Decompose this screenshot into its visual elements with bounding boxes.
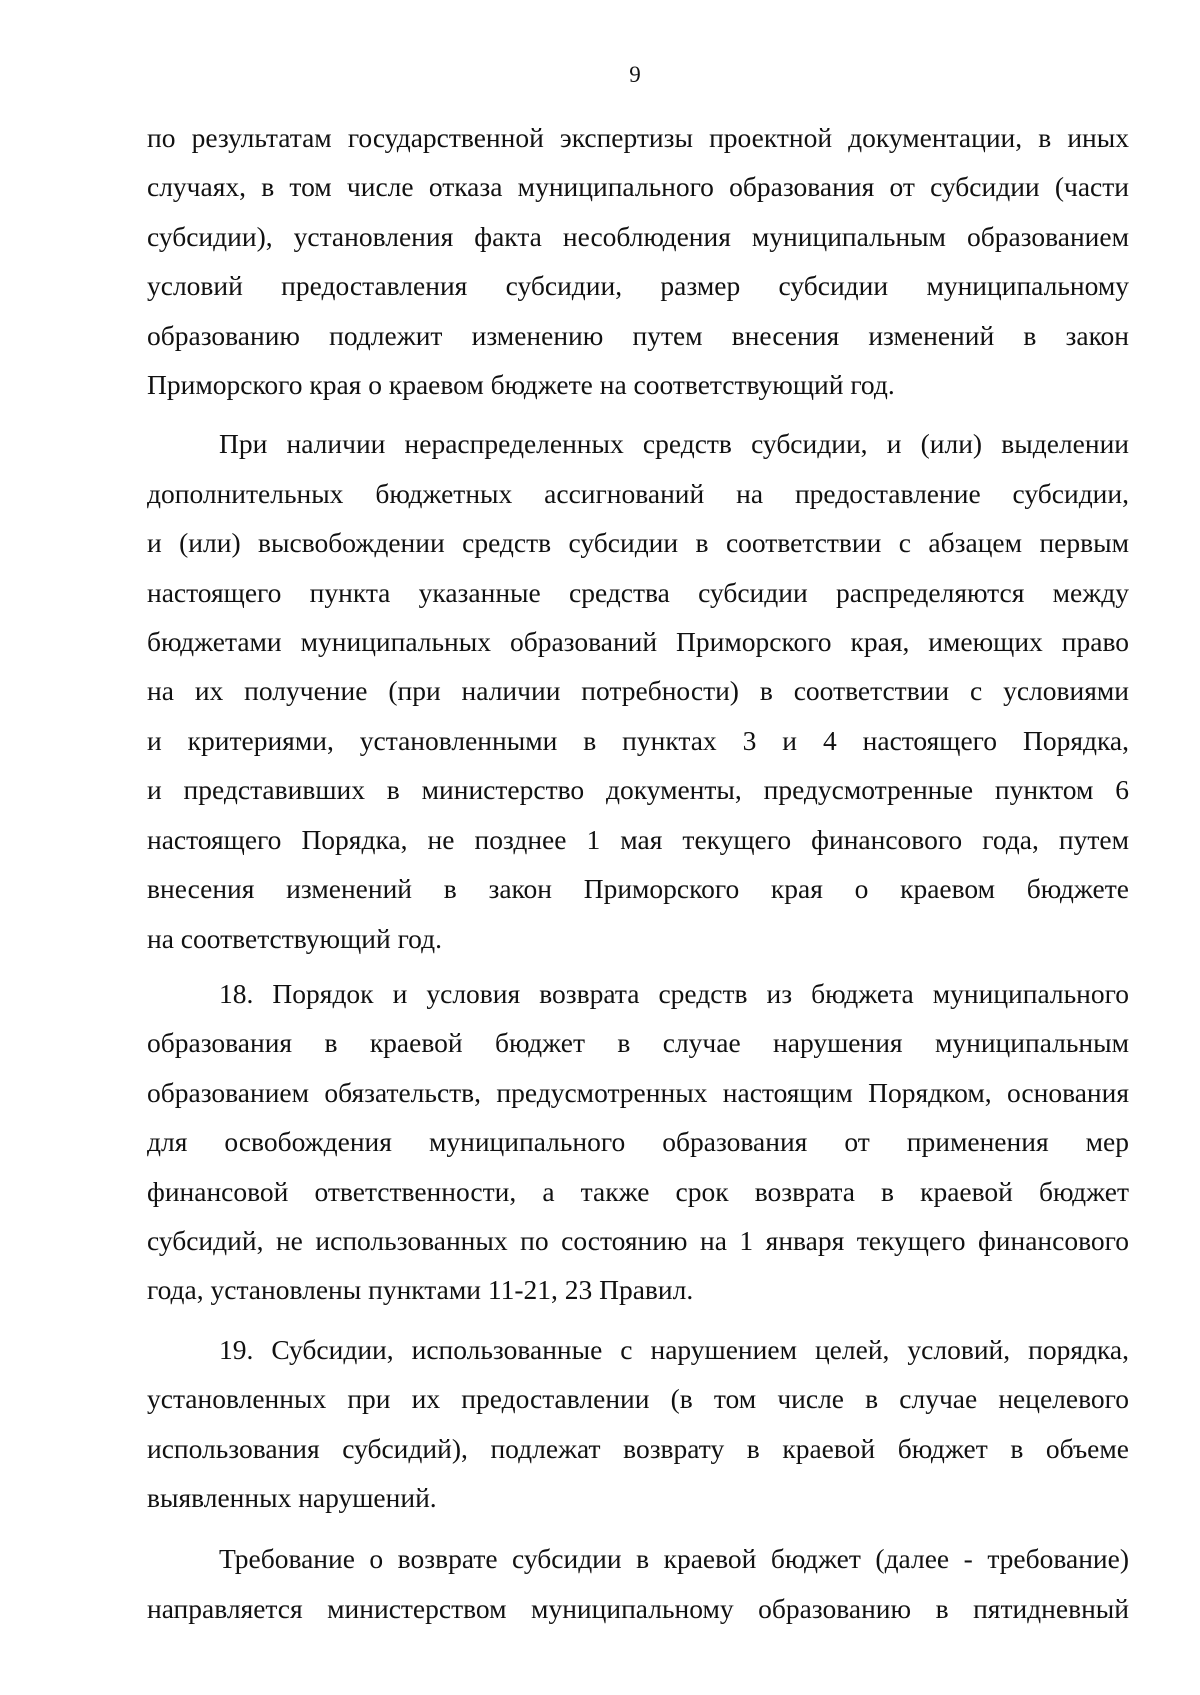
paragraph	[147, 1534, 1129, 1633]
paragraph	[147, 113, 1129, 409]
text-line: 19. Субсидии, использованные с нарушением целей, условий, порядка,	[219, 1333, 1129, 1365]
text-line: При наличии нераспределенных средств субсидии, и (или) выделении	[219, 428, 1129, 460]
text-line: условий предоставления субсидии, размер субсидии муниципальному	[147, 270, 1129, 302]
text-line: и критериями, установленными в пунктах 3 и 4 настоящего Порядка,	[147, 724, 1129, 756]
text-line: бюджетами муниципальных образований Приморского края, имеющих право	[147, 626, 1129, 658]
paragraph	[147, 969, 1129, 1315]
text-line: года, установлены пунктами 11-21, 23 Правил.	[147, 1274, 694, 1306]
text-line: субсидий, не использованных по состоянию на 1 января текущего финансового	[147, 1224, 1129, 1256]
text-line: использования субсидий), подлежат возврату в краевой бюджет в объеме	[147, 1432, 1129, 1464]
page-number: 9	[629, 62, 641, 87]
text-line: выявленных нарушений.	[147, 1481, 437, 1513]
text-line: на их получение (при наличии потребности) в соответствии с условиями	[147, 675, 1129, 707]
paragraph	[147, 1325, 1129, 1523]
text-line: по результатам государственной экспертизы проектной документации, в иных	[147, 122, 1129, 153]
text-line: Приморского края о краевом бюджете на соответствующий год.	[147, 369, 895, 401]
text-line: на соответствующий год.	[147, 922, 443, 954]
document-body	[147, 113, 1129, 1633]
text-line: финансовой ответственности, а также срок возврата в краевой бюджет	[147, 1175, 1129, 1207]
text-line: случаях, в том числе отказа муниципального образования от субсидии (части	[147, 171, 1129, 203]
text-line: настоящего пункта указанные средства субсидии распределяются между	[147, 576, 1129, 608]
text-line: образованием обязательств, предусмотренных настоящим Порядком, основания	[147, 1076, 1129, 1108]
text-line: внесения изменений в закон Приморского края о краевом бюджете	[147, 873, 1129, 905]
text-line: образования в краевой бюджет в случае нарушения муниципальным	[147, 1027, 1129, 1059]
text-line: настоящего Порядка, не позднее 1 мая текущего финансового года, путем	[147, 823, 1129, 855]
text-line: субсидии), установления факта несоблюдения муниципальным образованием	[147, 220, 1129, 252]
paragraph	[147, 419, 1129, 962]
text-line: образованию подлежит изменению путем внесения изменений в закон	[147, 319, 1129, 351]
text-line: Требование о возврате субсидии в краевой бюджет (далее - требование)	[219, 1543, 1129, 1575]
text-line: и (или) высвобождении средств субсидии в соответствии с абзацем первым	[147, 527, 1129, 559]
text-line: и представивших в министерство документы, предусмотренные пунктом 6	[147, 774, 1129, 806]
text-line: для освобождения муниципального образования от применения мер	[147, 1126, 1129, 1158]
text-line: установленных при их предоставлении (в том числе в случае нецелевого	[147, 1383, 1129, 1415]
text-line: 18. Порядок и условия возврата средств из бюджета муниципального	[219, 977, 1129, 1009]
text-line: направляется министерством муниципальному образованию в пятидневный	[147, 1592, 1129, 1624]
text-line: дополнительных бюджетных ассигнований на предоставление субсидии,	[147, 477, 1129, 509]
